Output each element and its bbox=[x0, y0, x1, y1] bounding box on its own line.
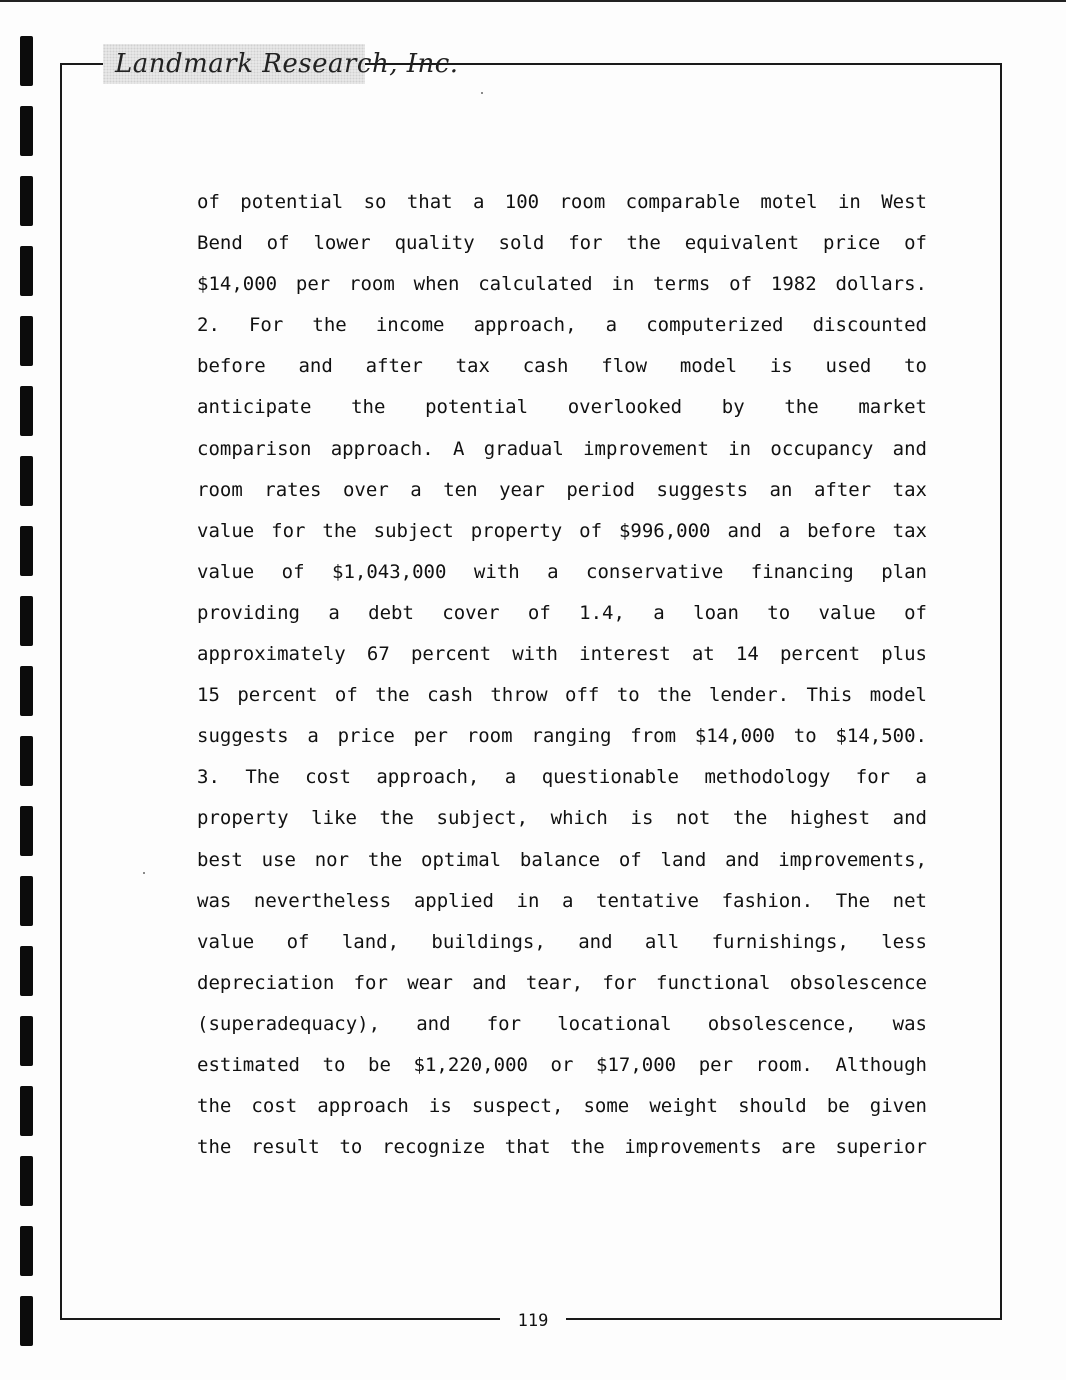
text-line: of potential so that a 100 room comparable motel in West bbox=[197, 191, 927, 213]
letterhead-text: Landmark Research, Inc. bbox=[115, 49, 459, 79]
punch-hole bbox=[20, 316, 33, 366]
text-line: 15 percent of the cash throw off to the lender. This model bbox=[197, 684, 927, 707]
text-line: $14,000 per room when calculated in terms of 1982 dollars. bbox=[197, 273, 927, 296]
text-line: (superadequacy), and for locational obsolescence, was bbox=[197, 1012, 927, 1035]
text-line: property like the subject, which is not the highest and bbox=[197, 807, 927, 830]
punch-hole bbox=[20, 1156, 33, 1206]
text-line: approximately 67 percent with interest at 14 percent plus bbox=[197, 643, 927, 666]
text-line: Bend of lower quality sold for the equivalent price of bbox=[197, 232, 927, 255]
text-line: comparison approach. A gradual improvement in occupancy and bbox=[197, 437, 927, 460]
punch-hole bbox=[20, 386, 33, 436]
body-text bbox=[197, 182, 927, 1168]
text-line: anticipate the potential overlooked by the market bbox=[197, 396, 927, 419]
text-line: suggests a price per room ranging from $14,000 to $14,500. bbox=[197, 725, 927, 748]
punch-hole bbox=[20, 876, 33, 926]
text-line: best use nor the optimal balance of land and improvements, bbox=[197, 848, 927, 871]
text-line: depreciation for wear and tear, for functional obsolescence bbox=[197, 971, 927, 994]
letterhead-logo bbox=[103, 44, 459, 84]
page-number: 119 bbox=[517, 1311, 549, 1331]
paper-speck bbox=[143, 872, 145, 874]
text-line: was nevertheless applied in a tentative fashion. The net bbox=[197, 889, 927, 912]
punch-hole bbox=[20, 456, 33, 506]
text-line: room rates over a ten year period suggests an after tax bbox=[197, 478, 927, 501]
text-line: 3. The cost approach, a questionable methodology for a bbox=[197, 766, 927, 789]
punch-hole bbox=[20, 946, 33, 996]
punch-hole bbox=[20, 736, 33, 786]
punch-hole bbox=[20, 596, 33, 646]
punch-hole bbox=[20, 666, 33, 716]
text-line: estimated to be $1,220,000 or $17,000 per room. Although bbox=[197, 1053, 927, 1076]
punch-hole bbox=[20, 1016, 33, 1066]
text-line: the cost approach is suspect, some weight should be given bbox=[197, 1095, 927, 1118]
page-number-container bbox=[500, 1306, 566, 1336]
punch-hole bbox=[20, 806, 33, 856]
punch-hole bbox=[20, 246, 33, 296]
punch-hole bbox=[20, 1296, 33, 1346]
text-line: 2. For the income approach, a computerized discounted bbox=[197, 314, 927, 337]
punch-hole bbox=[20, 106, 33, 156]
punch-hole bbox=[20, 1226, 33, 1276]
text-line: providing a debt cover of 1.4, a loan to value of bbox=[197, 601, 927, 624]
punch-hole bbox=[20, 176, 33, 226]
text-line: value for the subject property of $996,000 and a before tax bbox=[197, 519, 927, 542]
text-line: value of $1,043,000 with a conservative financing plan bbox=[197, 560, 927, 583]
text-line: before and after tax cash flow model is used to bbox=[197, 355, 927, 378]
paper-speck bbox=[481, 92, 483, 94]
punch-hole bbox=[20, 1086, 33, 1136]
top-edge-rule bbox=[0, 0, 1066, 2]
punch-hole bbox=[20, 36, 33, 86]
text-line: the result to recognize that the improvements are superior bbox=[197, 1136, 927, 1159]
text-line: value of land, buildings, and all furnishings, less bbox=[197, 930, 927, 953]
punch-hole bbox=[20, 526, 33, 576]
